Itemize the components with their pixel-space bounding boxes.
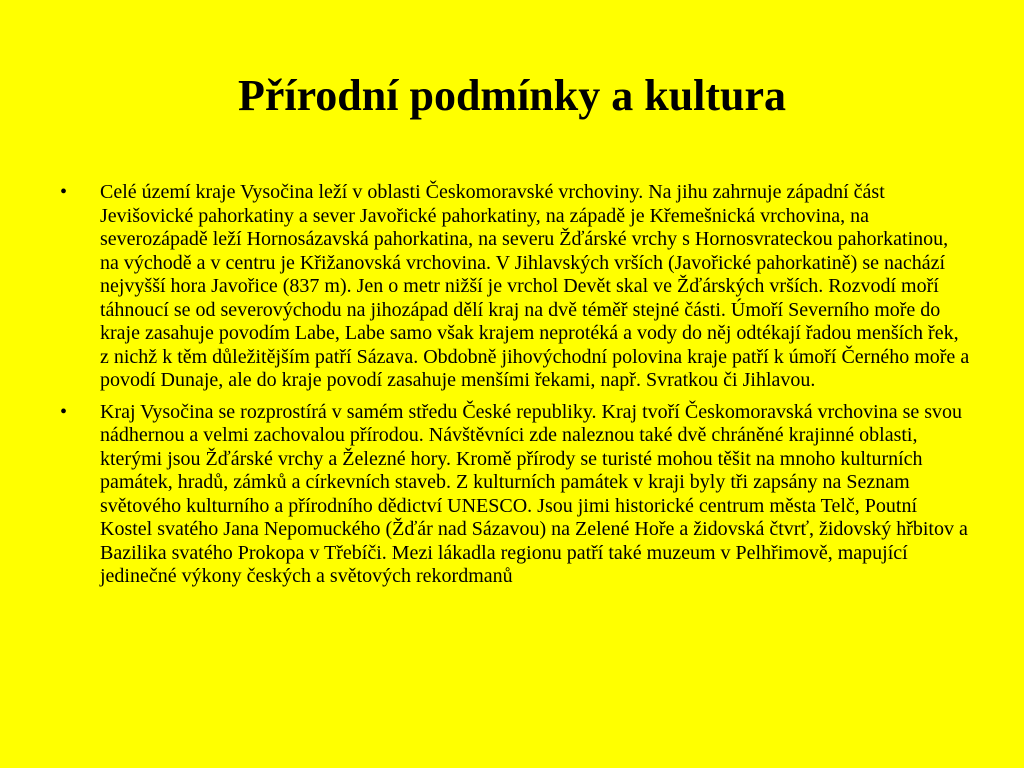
bullet-point-icon: • xyxy=(60,181,68,203)
bullet-item-nature xyxy=(60,181,972,393)
slide-title: Přírodní podmínky a kultura xyxy=(237,71,787,120)
bullet-item-culture xyxy=(60,401,972,589)
bullet-list xyxy=(60,181,972,597)
bullet-text-nature: Celé území kraje Vysočina leží v oblasti Českomoravské vrchoviny. Na jihu zahrnuje západní část Jevišovické pahorkatiny a sever Javořické pahorkatiny, na západě je Křemešnická vrchovina, na severozápadě leží Hornosázavská pahorkatina, na severu Žďárské vrchy s Hornosvrateckou pahorkatinou, na východě a v centru je Křižanovská vrchovina. V Jihlavských vrších (Javořické pahorkatině) se nachází nejvyšší hora Javořice (837 m). Jen o metr nižší je vrchol Devět skal ve Žďárských vrších. Rozvodí moří táhnoucí se od severovýchodu na jihozápad dělí kraj na dvě téměř stejné části. Úmoří Severního moře do kraje zasahuje povodím Labe, Labe samo však krajem neprotéká a vody do něj odtékají řadou menších řek, z nichž k těm důležitějším patří Sázava. Obdobně jihovýchodní polovina kraje patří k úmoří Černého moře a povodí Dunaje, ale do kraje povodí zasahuje menšími řekami, např. Svratkou či Jihlavou. xyxy=(100,181,970,391)
bullet-point-icon: • xyxy=(60,400,68,423)
bullet-text-culture: Kraj Vysočina se rozprostírá v samém středu České republiky. Kraj tvoří Českomoravská vrchovina se svou nádhernou a velmi zachovalou přírodou. Návštěvníci zde naleznou také dvě chráněné krajinné oblasti, kterými jsou Žďárské vrchy a Železné hory. Kromě přírody se turisté mohou těšit na mnoho kulturních památek, hradů, zámků a církevních staveb. Z kulturních památek v kraji byly tři zapsány na Seznam světového kulturního a přírodního dědictví UNESCO. Jsou jimi historické centrum města Telč, Poutní Kostel svatého Jana Nepomuckého (Žďár nad Sázavou) na Zelené Hoře a židovská čtvrť, židovský hřbitov a Bazilika svatého Prokopa v Třebíči. Mezi lákadla regionu patří také muzeum v Pelhřimově, mapující jedinečné výkony českých a světových rekordmanů xyxy=(100,400,968,587)
